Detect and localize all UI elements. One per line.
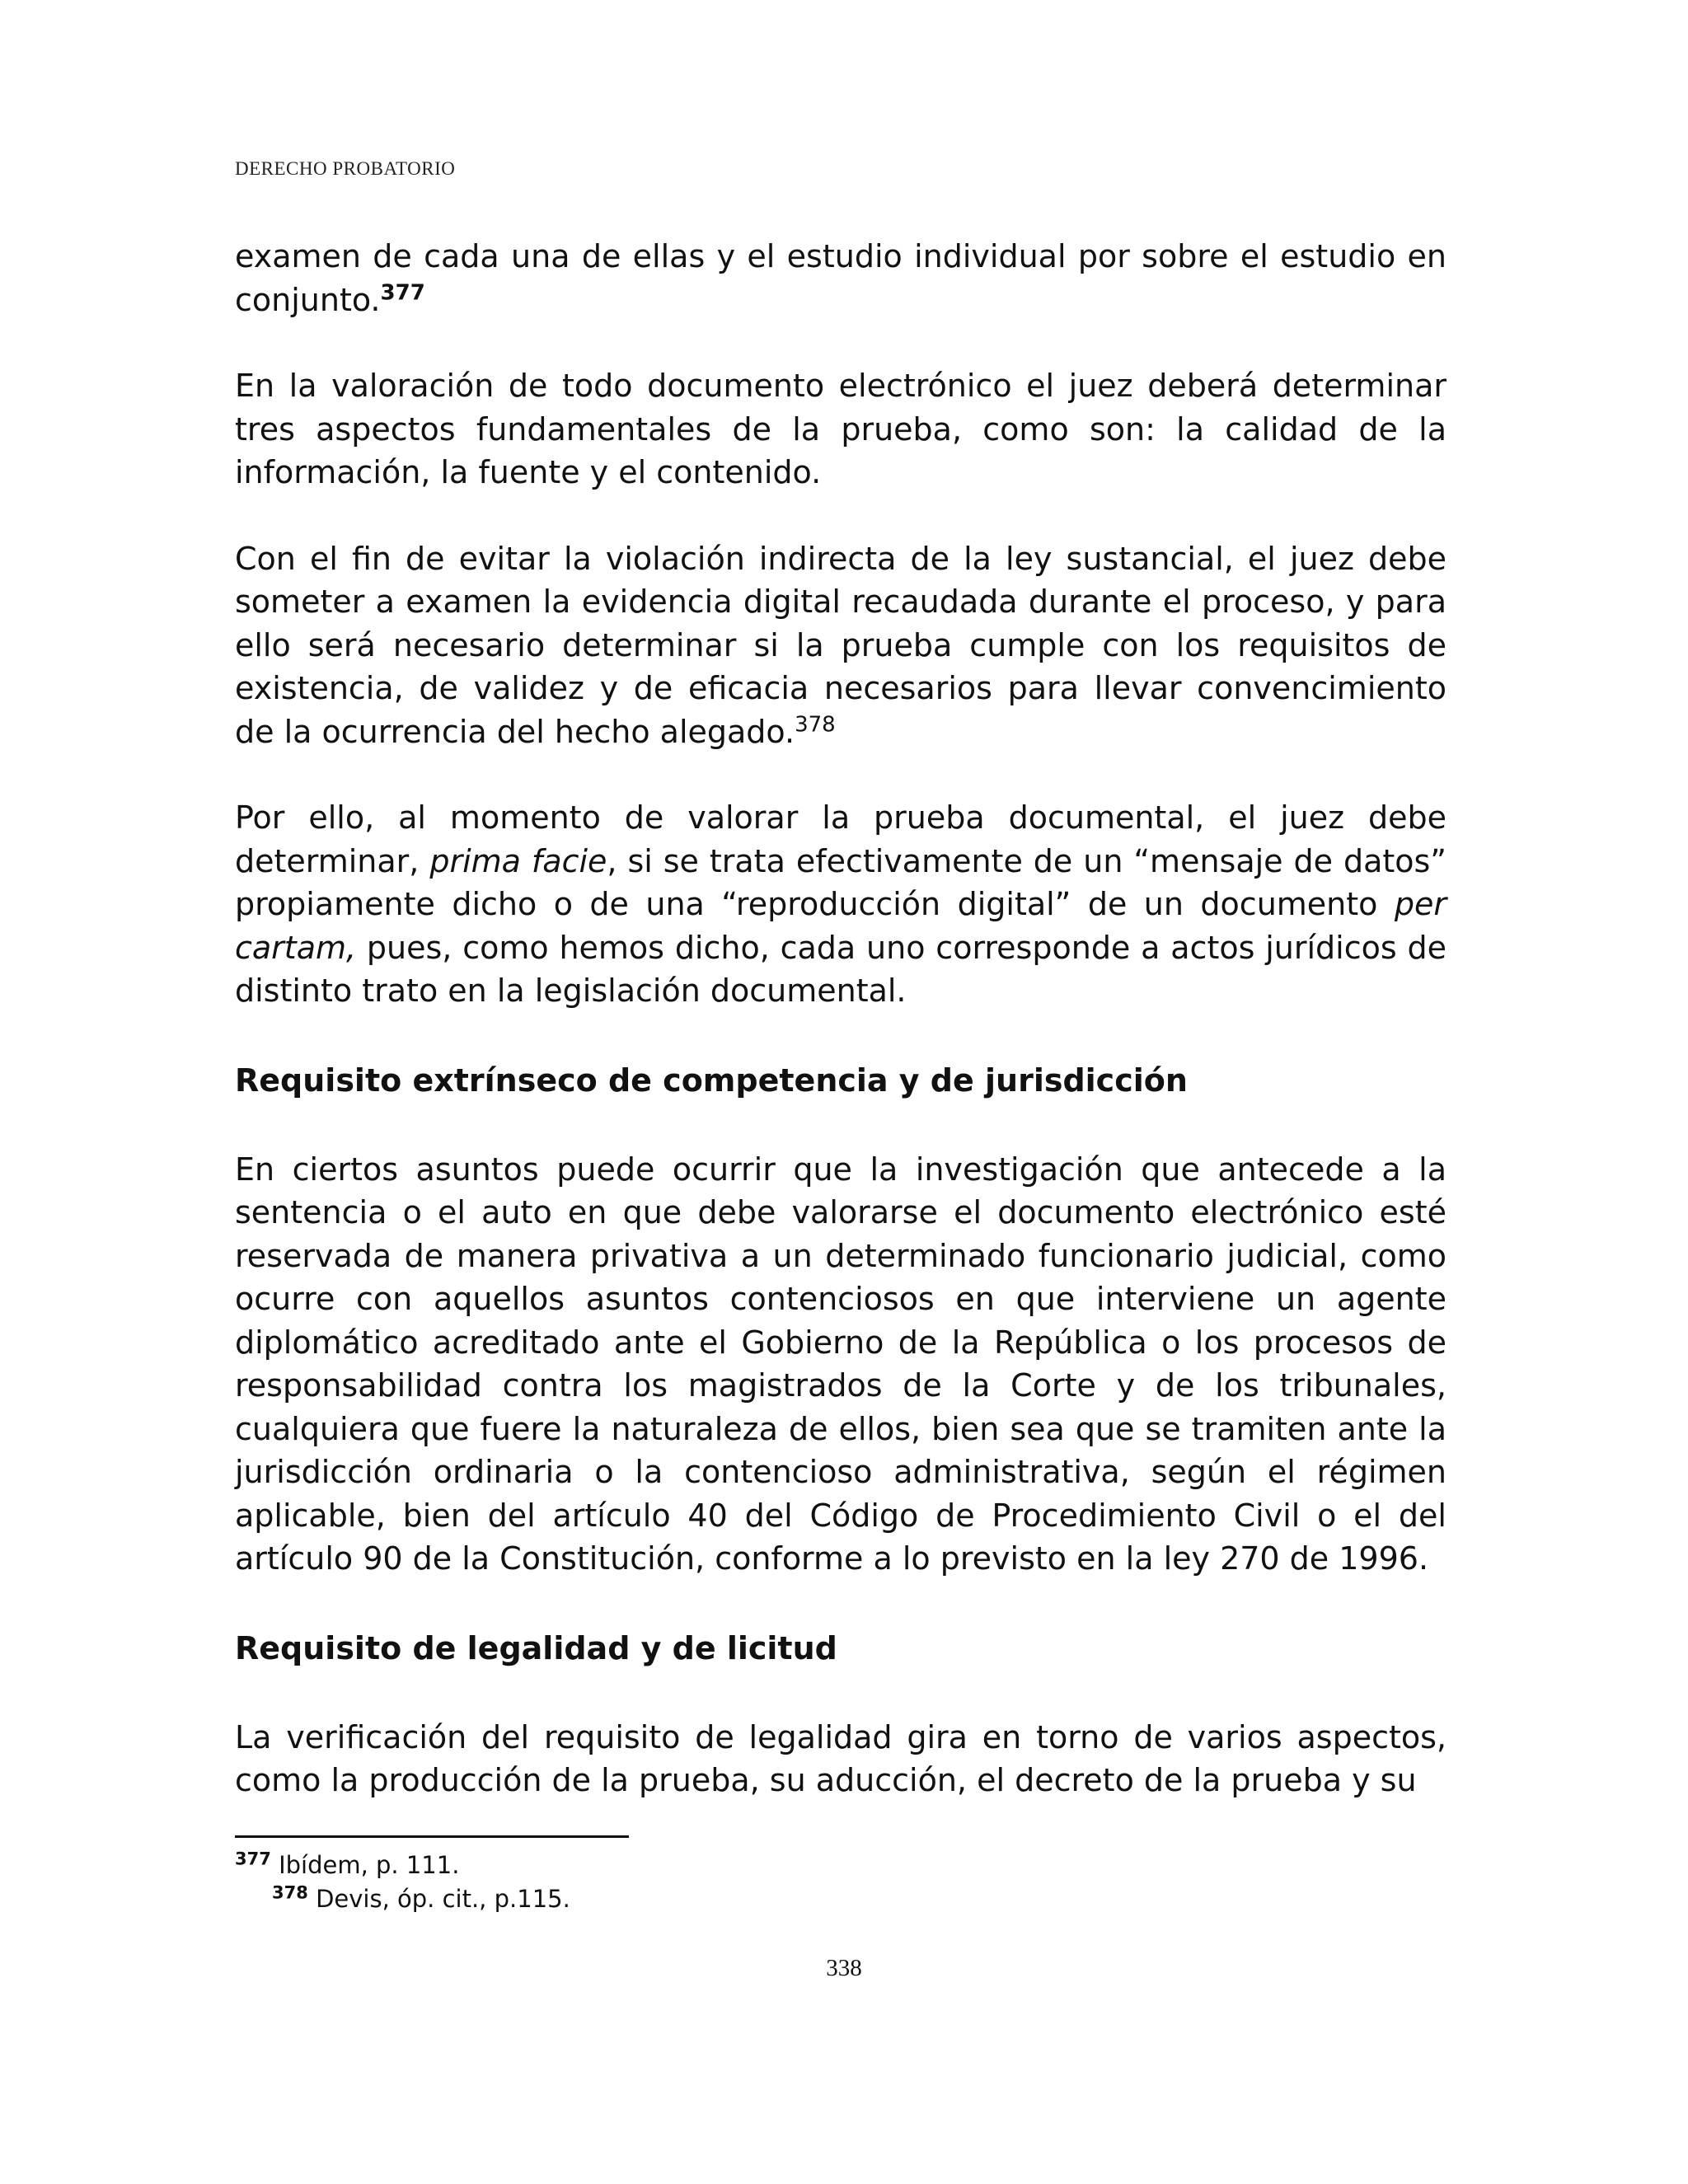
paragraph-4 [235,796,1447,1013]
paragraph-4-part-c: pues, como hemos dicho, cada uno corresponde a actos jurídicos de distinto trato en la legislación documental. [235,929,1447,1009]
section-heading-competencia: Requisito extrínseco de competencia y de jurisdicción [235,1062,1188,1099]
footnote-377 [235,1849,570,1882]
paragraph-legalidad: La verificación del requisito de legalidad gira en torno de varios aspectos, como la producción de la prueba, su aducción, el decreto de la prueba y su [235,1718,1447,1798]
footnote-number: 377 [235,1849,271,1869]
paragraph-4-italic-per-cartam: per cartam, [235,886,1447,966]
page-body [235,235,1447,1802]
paragraph-4-part-b: , si se trata efectivamente de un “mensaje de datos” propiamente dicho o de una “reproducción digital” de un documento [235,842,1447,922]
footnote-text: Ibídem, p. 111. [279,1851,460,1879]
paragraph-2: En la valoración de todo documento electrónico el juez deberá determinar tres aspectos fundamentales de la prueba, como son: la calidad de la información, la fuente y el contenido. [235,368,1447,490]
paragraph-4-italic-prima-facie: prima facie [429,842,607,879]
footnote-ref-377[interactable]: 377 [380,279,425,305]
footnote-text: Devis, óp. cit., p.115. [316,1885,570,1913]
footnote-378 [235,1882,570,1916]
footnote-number: 378 [272,1882,308,1903]
footnote-divider [235,1835,629,1838]
paragraph-1-text: examen de cada una de ellas y el estudio individual por sobre el estudio en conjunto. [235,238,1447,318]
paragraph-3 [235,537,1447,754]
paragraph-3-text: Con el fin de evitar la violación indirecta de la ley sustancial, el juez debe someter a examen la evidencia digital recaudada durante el proceso, y para ello será necesario determinar si la prueba cumple con los requisitos de existencia, de validez y de eficacia necesarios para llevar convencimiento de la ocurrencia del hecho alegado. [235,540,1447,750]
section-heading-legalidad: Requisito de legalidad y de licitud [235,1629,837,1666]
page-number: 338 [826,1955,862,1981]
footnote-ref-378[interactable]: 378 [795,711,836,737]
paragraph-4-part-a: Por ello, al momento de valorar la prueba documental, el juez debe determinar, [235,799,1447,879]
running-head: DERECHO PROBATORIO [235,158,456,179]
paragraph-1 [235,235,1447,321]
paragraph-competencia: En ciertos asuntos puede ocurrir que la investigación que antecede a la sentencia o el auto en que debe valorarse el documento electrónico esté reservada de manera privativa a un determinado funcionario judicial, como ocurre con aquellos asuntos contenciosos en que interviene un agente diplomático acreditado ante el Gobierno de la República o los procesos de responsabilidad contra los magistrados de la Corte y de los tribunales, cualquiera que fuere la naturaleza de ellos, bien sea que se tramiten ante la jurisdicción ordinaria o la contencioso administrativa, según el régimen aplicable, bien del artículo 40 del Código de Procedimiento Civil o el del artículo 90 de la Constitución, conforme a lo previsto en la ley 270 de 1996. [235,1151,1447,1577]
footnotes [235,1849,570,1916]
